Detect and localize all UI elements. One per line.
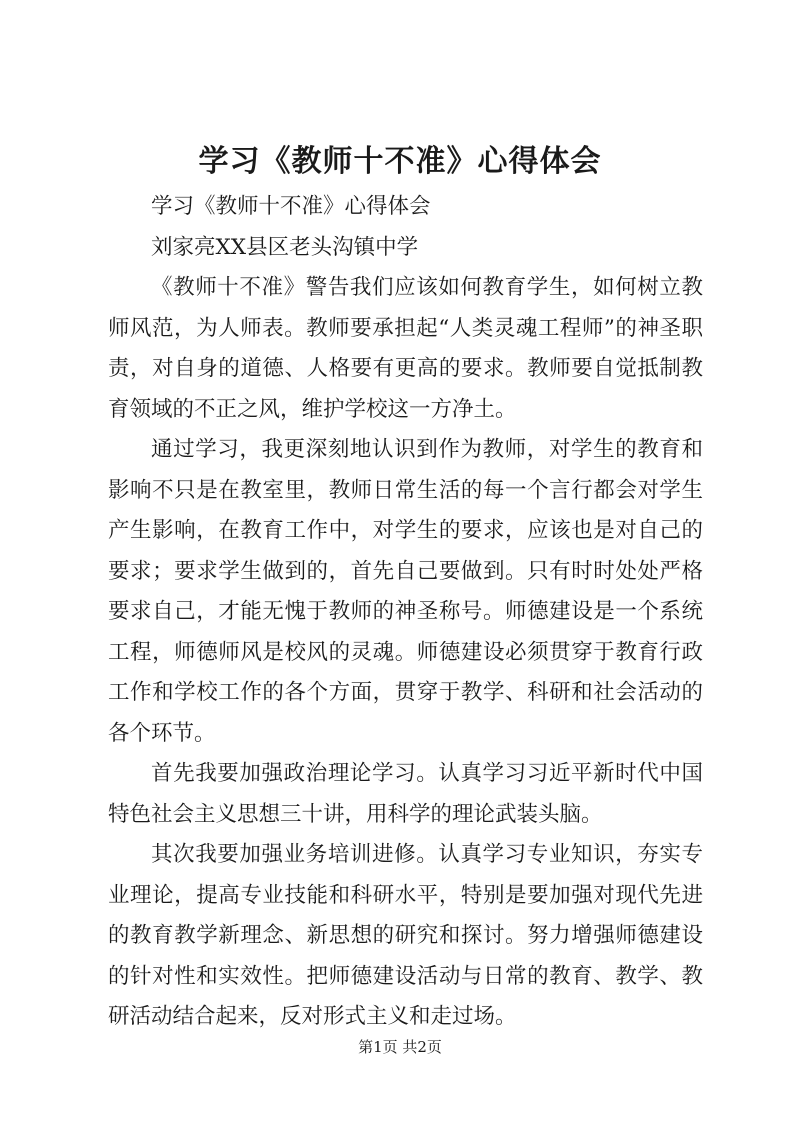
body-paragraph: 《教师十不准》警告我们应该如何教育学生，如何树立教师风范，为人师表。教师要承担起“人类灵魂工程师”的神圣职责，对自身的道德、人格要有更高的要求。教师要自觉抵制教育领域的不正之风，维护学校这一方净土。 <box>108 275 703 422</box>
body-paragraph: 其次我要加强业务培训进修。认真学习专业知识，夯实专业理论，提高专业技能和科研水平，特别是要加强对现代先进的教育教学新理念、新思想的研究和探讨。努力增强师德建设的针对性和实效性。把师德建设活动与日常的教育、教学、教研活动结合起来，反对形式主义和走过场。 <box>108 842 703 1029</box>
document-body <box>108 187 703 1038</box>
document-title: 学习《教师十不准》心得体会 <box>198 144 602 179</box>
body-paragraph: 首先我要加强政治理论学习。认真学习习近平新时代中国特色社会主义思想三十讲，用科学的理论武装头脑。 <box>108 761 703 827</box>
subtitle-paragraph: 学习《教师十不准》心得体会 <box>151 194 431 219</box>
page-number-footer: 第1页 共2页 <box>358 1038 442 1056</box>
body-paragraph: 通过学习，我更深刻地认识到作为教师，对学生的教育和影响不只是在教室里，教师日常生活的每一个言行都会对学生产生影响，在教育工作中，对学生的要求，应该也是对自己的要求；要求学生做到的，首先自己要做到。只有时时处处严格要求自己，才能无愧于教师的神圣称号。师德建设是一个系统工程，师德师风是校风的灵魂。师德建设必须贯穿于教育行政工作和学校工作的各个方面，贯穿于教学、科研和社会活动的各个环节。 <box>108 437 703 746</box>
author-paragraph: 刘家亮XX县区老头沟镇中学 <box>151 234 419 260</box>
